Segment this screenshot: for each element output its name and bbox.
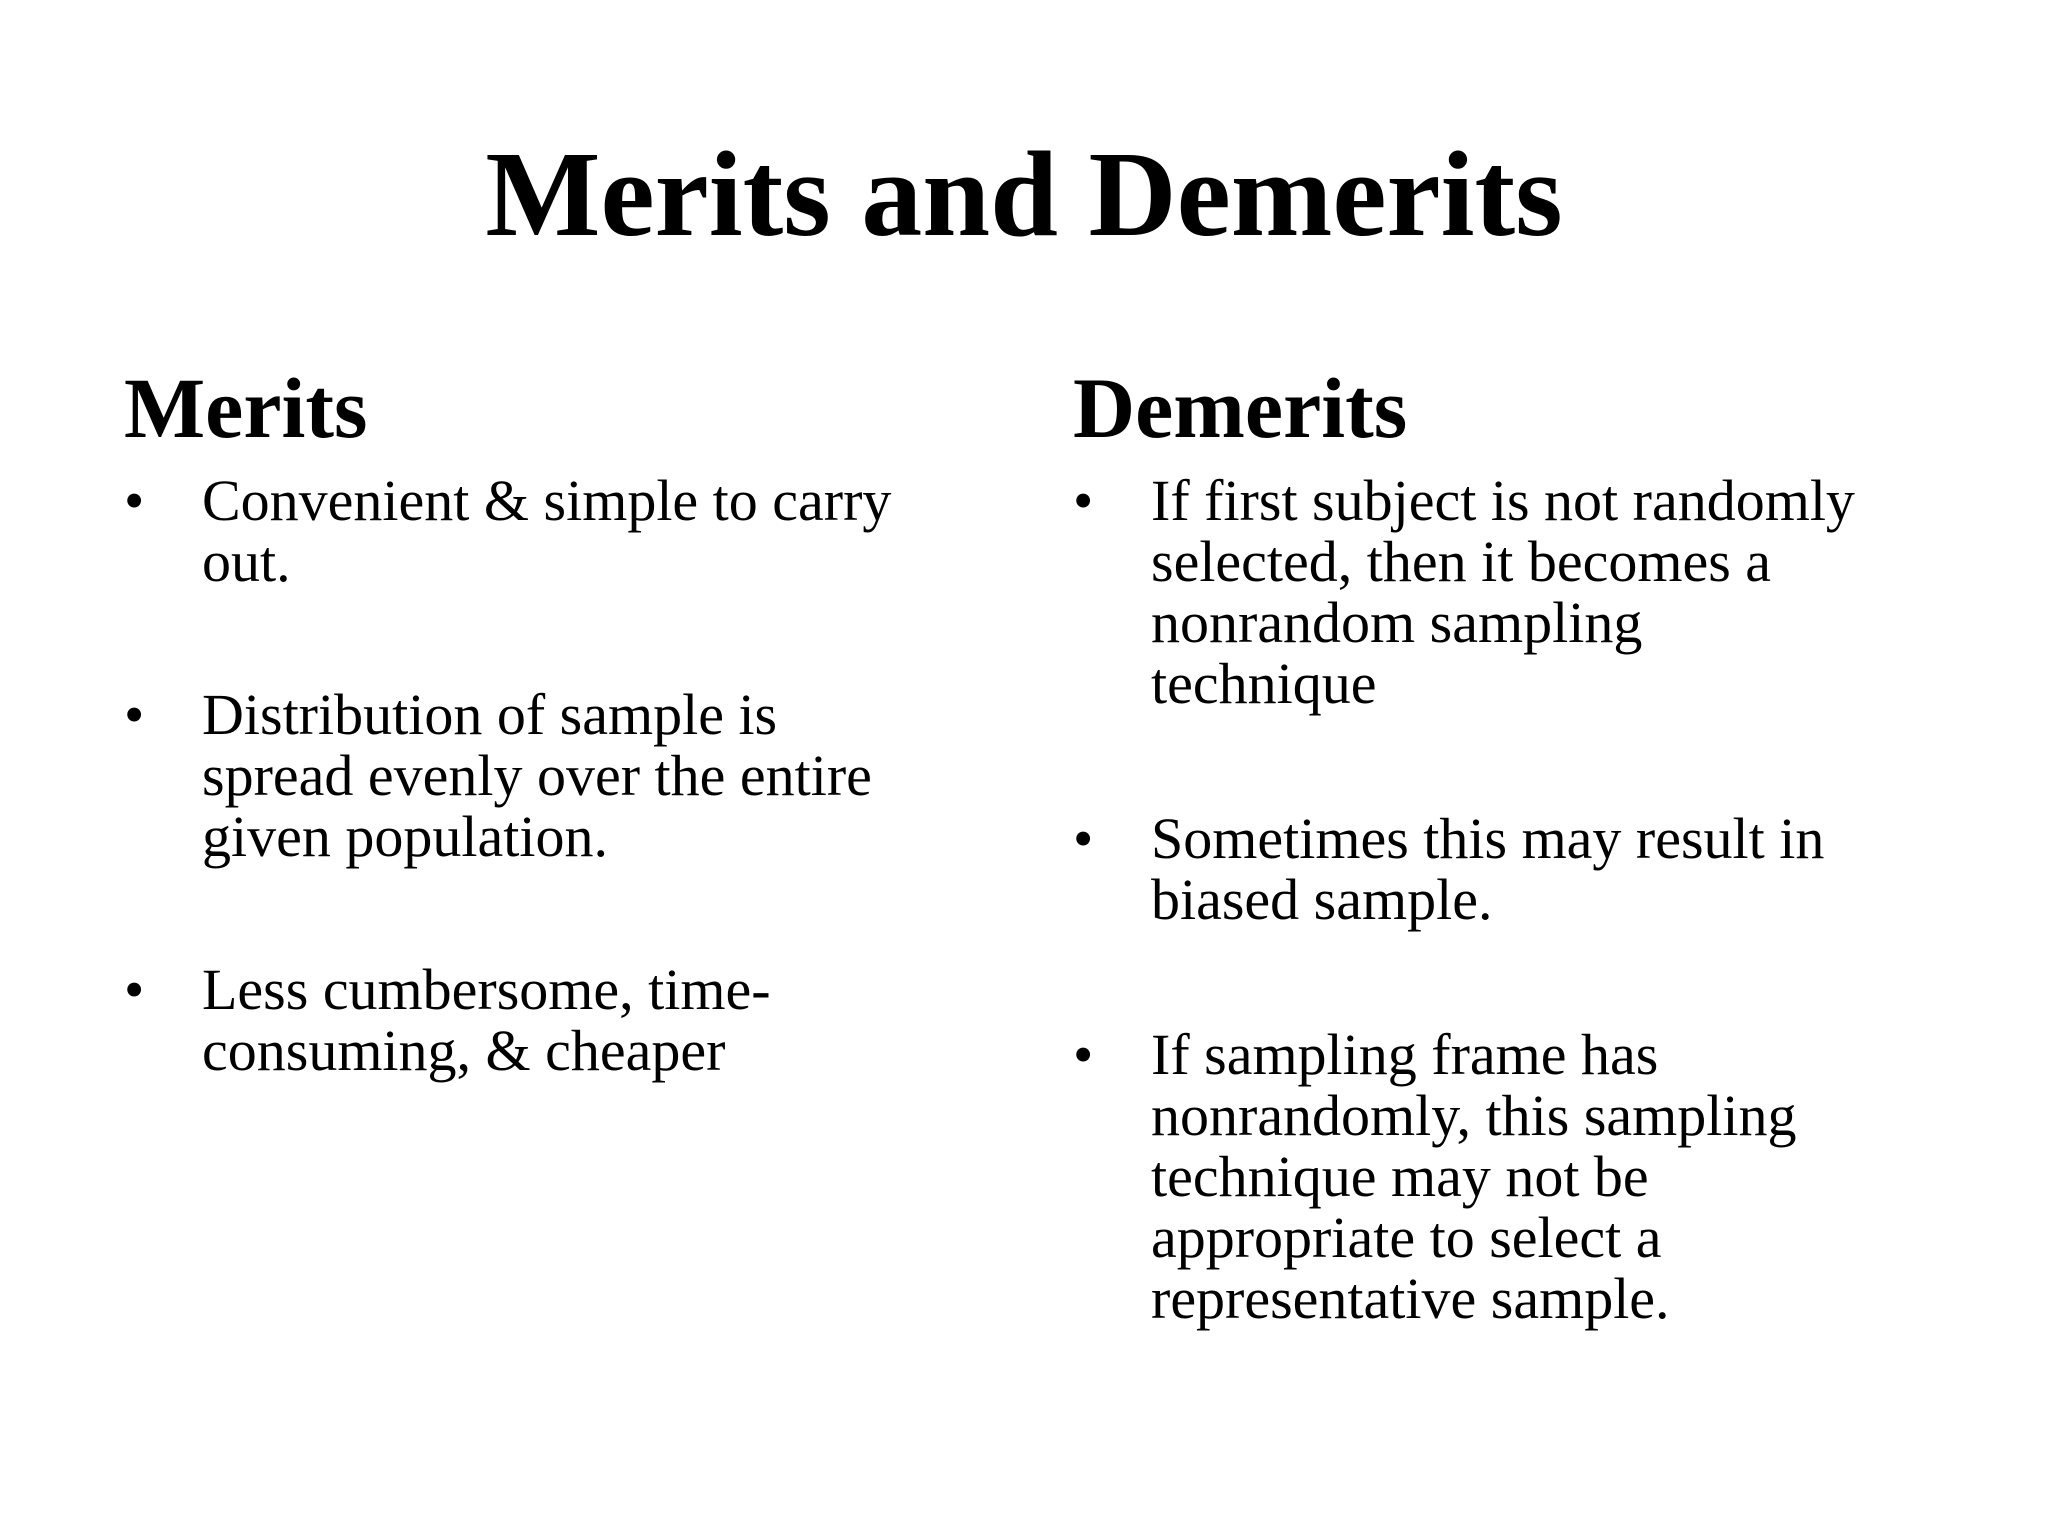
merits-item [124, 959, 974, 1081]
merits-item-line: Less cumbersome, time- [202, 957, 771, 1022]
demerits-list [1073, 470, 1973, 1329]
demerits-item-line: nonrandomly, this sampling [1151, 1083, 1797, 1148]
merits-list [124, 470, 974, 1081]
demerits-item-line: nonrandom sampling [1151, 590, 1643, 655]
merits-item [124, 684, 974, 867]
demerits-item [1073, 808, 1973, 930]
demerits-item-line: technique may not be [1151, 1144, 1649, 1209]
bullet-icon: • [124, 468, 145, 533]
demerits-item [1073, 1024, 1973, 1329]
bullet-icon: • [1073, 806, 1094, 871]
merits-item [124, 470, 974, 592]
merits-item-line: Distribution of sample is [202, 682, 778, 747]
demerits-item-line: If first subject is not randomly [1151, 468, 1855, 533]
slide-title: Merits and Demerits [485, 127, 1563, 262]
bullet-icon: • [124, 682, 145, 747]
demerits-item-line: technique [1151, 651, 1377, 716]
demerits-item-line: representative sample. [1151, 1266, 1670, 1331]
merits-item-line: given population. [202, 804, 608, 869]
bullet-icon: • [1073, 468, 1094, 533]
demerits-item-line: Sometimes this may result in [1151, 806, 1825, 871]
demerits-item-line: If sampling frame has [1151, 1022, 1659, 1087]
demerits-column [1073, 358, 1973, 1329]
demerits-item-line: selected, then it becomes a [1151, 529, 1772, 594]
merits-item-line: consuming, & cheaper [202, 1018, 726, 1083]
bullet-icon: • [1073, 1022, 1094, 1087]
demerits-item-line: appropriate to select a [1151, 1205, 1662, 1270]
bullet-icon: • [124, 957, 145, 1022]
merits-item-line: spread evenly over the entire [202, 743, 872, 808]
merits-item-line: Convenient & simple to carry [202, 468, 892, 533]
merits-item-line: out. [202, 529, 291, 594]
demerits-item-line: biased sample. [1151, 867, 1493, 932]
demerits-heading: Demerits [1073, 360, 1408, 456]
merits-heading: Merits [124, 360, 368, 456]
demerits-item [1073, 470, 1973, 714]
merits-column [124, 358, 974, 1081]
